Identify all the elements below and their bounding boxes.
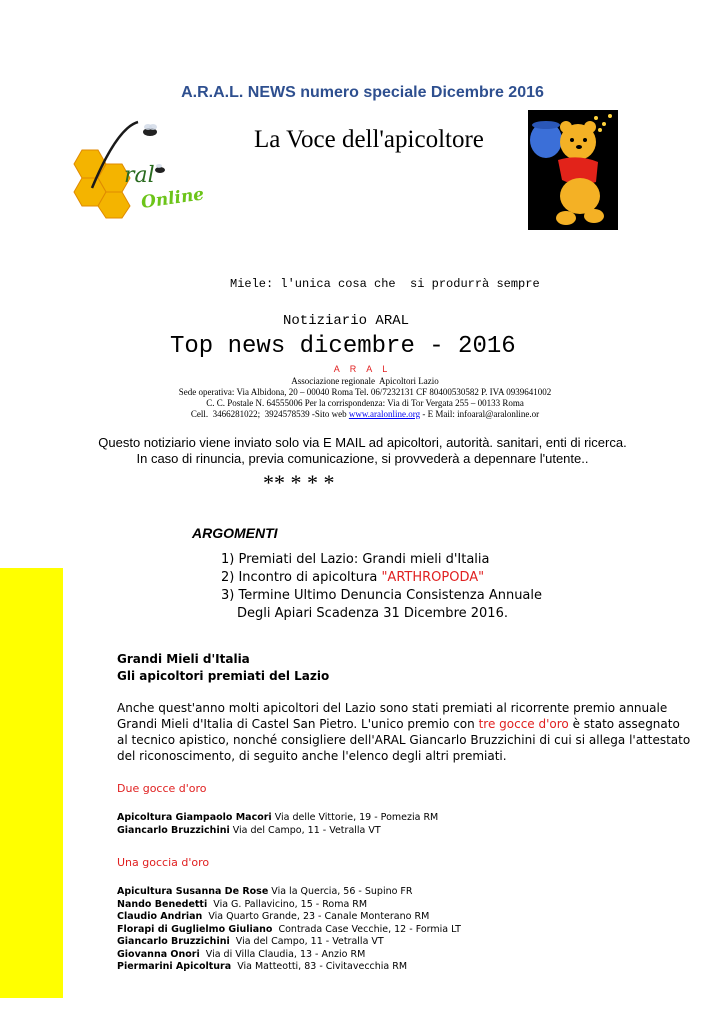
notice-line-1: Questo notiziario viene inviato solo via E MAIL ad apicoltori, autorità. sanitari, enti di ricerca. xyxy=(98,435,627,450)
winner-entry: Apicultura Susanna De Rose Via la Quercia, 56 - Supino FR xyxy=(117,886,413,897)
winner-entry: Giancarlo Bruzzichini Via del Campo, 11 - Vetralla VT xyxy=(117,936,384,947)
contacts-line: Cell. 3466281022; 3924578539 -Sito web www.aralonline.org - E Mail: infoaral@aralonline.or xyxy=(190,409,540,419)
aral-online-logo xyxy=(62,118,206,220)
bee-icon xyxy=(155,164,165,173)
topic-item: 2) Incontro di apicoltura "ARTHROPODA" xyxy=(221,570,485,585)
article-body: Anche quest'anno molti apicoltori del Lazio sono stati premiati al ricorrente premio annuale Grandi Mieli d'Italia di Castel San Pietro. L'unico premio con tre gocce d'oro è stato assegnato al tecnico apistico, nonché consigliere dell'ARAL Giancarlo Bruzzichini di cui si allega l'attestato del riconoscimento, di seguito anche l'elenco degli altri premiati. xyxy=(117,701,691,763)
newsletter-issue-title: A.R.A.L. NEWS numero speciale Dicembre 2016 xyxy=(181,84,544,101)
website-link[interactable]: www.aralonline.org xyxy=(348,409,421,419)
separator-stars: ** * * * xyxy=(263,470,335,495)
bee-icon xyxy=(143,124,157,136)
topics-list xyxy=(221,551,542,623)
svg-text:Online: Online xyxy=(139,184,206,213)
svg-text:ral: ral xyxy=(124,163,155,188)
topic-item: 3) Termine Ultimo Denuncia Consistenza Annuale xyxy=(221,588,543,603)
winner-entry: Giovanna Onori Via di Villa Claudia, 13 - Anzio RM xyxy=(117,948,366,960)
winnie-the-pooh-illustration xyxy=(528,110,618,230)
article-title: Grandi Mieli d'Italia Gli apicoltori premiati del Lazio xyxy=(117,652,330,683)
award-one-drop-list xyxy=(117,886,461,974)
award-two-drops-label: Due gocce d'oro xyxy=(117,782,207,795)
topics-heading: ARGOMENTI xyxy=(192,525,278,541)
winner-entry: Claudio Andrian Via Quarto Grande, 23 - Canale Monterano RM xyxy=(117,911,430,922)
org-short-name: A R A L xyxy=(333,364,392,374)
address-line-2: C. C. Postale N. 64555006 Per la corrispondenza: Via di Tor Vergata 255 – 00133 Roma xyxy=(206,398,524,408)
page-title: La Voce dell'apicoltore xyxy=(254,126,484,153)
topic-item-continuation: Degli Apiari Scadenza 31 Dicembre 2016. xyxy=(237,606,508,621)
winner-entry: Giancarlo Bruzzichini Via del Campo, 11 - Vetralla VT xyxy=(117,824,381,836)
org-full-name: Associazione regionale Apicoltori Lazio xyxy=(291,376,439,386)
topic-item: 1) Premiati del Lazio: Grandi mieli d'Italia xyxy=(221,552,490,567)
notice-line-2: In caso di rinuncia, previa comunicazione, si provvederà a depennare l'utente.. xyxy=(136,451,589,466)
award-two-drops-list xyxy=(117,812,438,837)
winner-entry: Piermarini Apicoltura Via Matteotti, 83 - Civitavecchia RM xyxy=(117,961,408,972)
side-banner xyxy=(0,540,125,1010)
award-one-drop-label: Una goccia d'oro xyxy=(117,856,210,869)
notice xyxy=(90,435,635,467)
winner-entry: Florapi di Guglielmo Giuliano Contrada Case Vecchie, 12 - Formia LT xyxy=(117,923,461,935)
org-info xyxy=(120,376,610,420)
headline: Top news dicembre - 2016 xyxy=(170,333,516,360)
winner-entry: Apicoltura Giampaolo Macori Via delle Vittorie, 19 - Pomezia RM xyxy=(117,812,439,823)
winner-entry: Nando Benedetti Via G. Pallavicino, 15 - Roma RM xyxy=(117,898,368,910)
slogan: Miele: l'unica cosa che si produrrà sempre xyxy=(230,277,540,291)
newsletter-label: Notiziario ARAL xyxy=(283,313,410,329)
address-line-1: Sede operativa: Via Albidona, 20 – 00040 Roma Tel. 06/7232131 CF 80400530582 P. IVA 0939641002 xyxy=(178,387,552,397)
